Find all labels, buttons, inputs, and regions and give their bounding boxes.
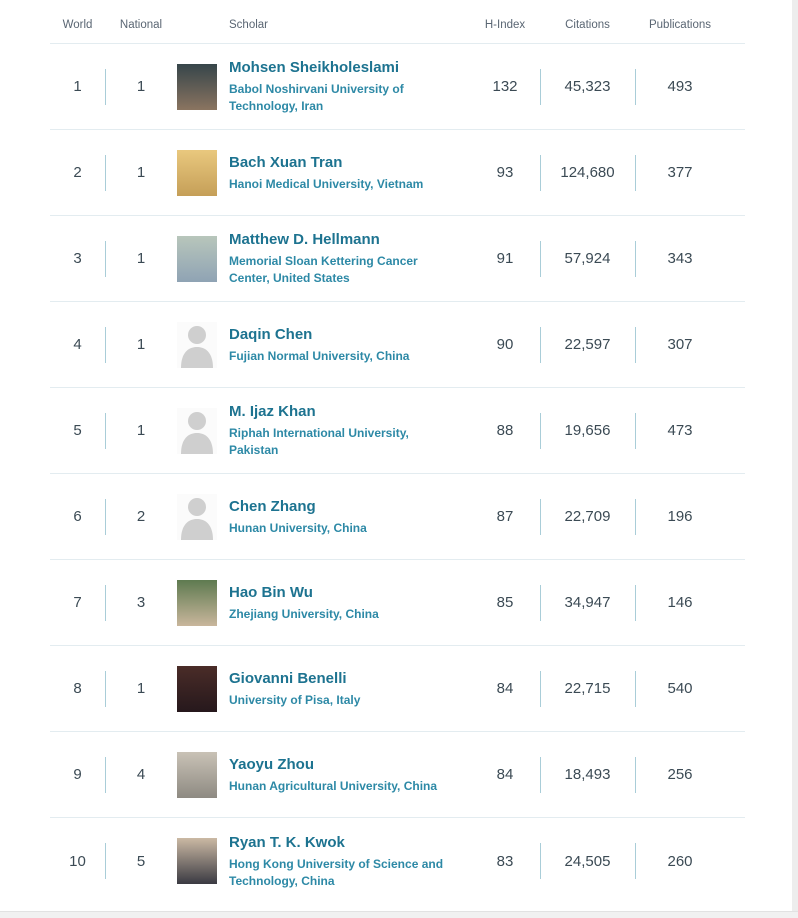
scholar-avatar bbox=[177, 838, 217, 884]
scholar-name-link[interactable]: Bach Xuan Tran bbox=[229, 153, 343, 171]
publications-value: 196 bbox=[635, 486, 725, 547]
world-rank: 5 bbox=[73, 422, 82, 439]
scholar-info bbox=[229, 583, 470, 623]
h-index-value: 88 bbox=[496, 422, 514, 439]
table-header-row bbox=[50, 0, 745, 44]
citations-value: 18,493 bbox=[540, 744, 635, 805]
national-rank: 3 bbox=[105, 572, 177, 633]
h-index-value: 84 bbox=[496, 680, 514, 697]
h-index-value: 132 bbox=[492, 78, 518, 95]
scholar-avatar bbox=[177, 150, 217, 196]
table-row bbox=[50, 130, 745, 216]
scholar-avatar bbox=[177, 322, 217, 368]
national-rank: 1 bbox=[105, 56, 177, 117]
scholar-affiliation: Fujian Normal University, China bbox=[229, 348, 410, 363]
person-icon bbox=[177, 322, 217, 368]
table-body bbox=[50, 44, 745, 904]
column-header-publications: Publications bbox=[648, 18, 711, 31]
scholar-info bbox=[229, 230, 470, 287]
publications-value: 260 bbox=[635, 830, 725, 892]
scholar-name-link[interactable]: M. Ijaz Khan bbox=[229, 403, 316, 420]
scholar-info bbox=[229, 833, 470, 890]
scholar-avatar bbox=[177, 64, 217, 110]
world-rank: 7 bbox=[73, 594, 82, 611]
scholar-name-link[interactable]: Yaoyu Zhou bbox=[229, 755, 315, 773]
world-rank: 6 bbox=[73, 508, 82, 525]
publications-value: 473 bbox=[635, 400, 725, 461]
scholar-affiliation: Hong Kong University of Science and Technology, China bbox=[229, 856, 444, 888]
h-index-value: 84 bbox=[496, 766, 514, 783]
national-rank: 1 bbox=[105, 314, 177, 375]
scholar-affiliation: Hunan University, China bbox=[229, 520, 367, 535]
national-rank: 1 bbox=[105, 400, 177, 461]
scholar-ranking-table bbox=[50, 0, 745, 904]
scholar-info bbox=[229, 58, 470, 115]
scholar-avatar bbox=[177, 494, 217, 540]
scholar-info bbox=[229, 325, 470, 365]
citations-value: 19,656 bbox=[540, 400, 635, 461]
world-rank: 1 bbox=[73, 78, 82, 95]
column-header-national: National bbox=[119, 18, 163, 31]
scholar-affiliation: Hunan Agricultural University, China bbox=[229, 778, 438, 793]
national-rank: 1 bbox=[105, 142, 177, 203]
scholar-info bbox=[229, 153, 470, 193]
scholar-avatar bbox=[177, 752, 217, 798]
column-header-h-index: H-Index bbox=[484, 18, 526, 31]
scholar-name-link[interactable]: Daqin Chen bbox=[229, 325, 313, 343]
scholar-affiliation: Riphah International University, Pakistan bbox=[229, 426, 409, 457]
scholar-info bbox=[229, 497, 470, 537]
h-index-value: 87 bbox=[496, 508, 514, 525]
scholar-affiliation: Zhejiang University, China bbox=[229, 606, 379, 621]
publications-value: 343 bbox=[635, 228, 725, 289]
citations-value: 22,715 bbox=[540, 658, 635, 719]
publications-value: 307 bbox=[635, 314, 725, 375]
world-rank: 4 bbox=[73, 336, 82, 353]
scholar-affiliation: Babol Noshirvani University of Technology, Iran bbox=[229, 82, 404, 113]
scholar-name-link[interactable]: Chen Zhang bbox=[229, 497, 316, 515]
publications-value: 493 bbox=[635, 56, 725, 117]
table-row bbox=[50, 732, 745, 818]
national-rank: 1 bbox=[105, 228, 177, 289]
scholar-name-link[interactable]: Hao Bin Wu bbox=[229, 583, 313, 601]
scholar-info bbox=[229, 755, 470, 795]
scholar-name-link[interactable]: Mohsen Sheikholeslami bbox=[229, 59, 400, 76]
publications-value: 146 bbox=[635, 572, 725, 633]
column-header-citations: Citations bbox=[565, 18, 610, 31]
table-row bbox=[50, 44, 745, 130]
scholar-name-link[interactable]: Ryan T. K. Kwok bbox=[229, 833, 345, 851]
table-row bbox=[50, 646, 745, 732]
h-index-value: 93 bbox=[496, 164, 514, 181]
scholar-info bbox=[229, 402, 470, 459]
citations-value: 24,505 bbox=[540, 830, 635, 892]
column-header-world: World bbox=[62, 18, 93, 31]
citations-value: 124,680 bbox=[540, 142, 635, 203]
person-icon bbox=[177, 408, 217, 454]
citations-value: 57,924 bbox=[540, 228, 635, 289]
page-right-edge bbox=[792, 0, 798, 918]
national-rank: 5 bbox=[105, 830, 177, 892]
world-rank: 9 bbox=[73, 766, 82, 783]
citations-value: 22,597 bbox=[540, 314, 635, 375]
h-index-value: 90 bbox=[496, 336, 514, 353]
citations-value: 45,323 bbox=[540, 56, 635, 117]
person-icon bbox=[177, 494, 217, 540]
scholar-avatar bbox=[177, 408, 217, 454]
scholar-avatar bbox=[177, 580, 217, 626]
world-rank: 10 bbox=[69, 852, 86, 870]
world-rank: 2 bbox=[73, 164, 82, 181]
scholar-avatar bbox=[177, 666, 217, 712]
table-row bbox=[50, 216, 745, 302]
national-rank: 4 bbox=[105, 744, 177, 805]
scholar-info bbox=[229, 669, 470, 709]
page-bottom-edge bbox=[0, 911, 798, 918]
scholar-name-link[interactable]: Matthew D. Hellmann bbox=[229, 231, 380, 248]
table-row bbox=[50, 388, 745, 474]
table-row bbox=[50, 474, 745, 560]
scholar-affiliation: Memorial Sloan Kettering Cancer Center, United States bbox=[229, 254, 418, 285]
scholar-affiliation: Hanoi Medical University, Vietnam bbox=[229, 176, 424, 191]
table-row bbox=[50, 818, 745, 904]
publications-value: 540 bbox=[635, 658, 725, 719]
column-header-scholar: Scholar bbox=[229, 18, 268, 31]
citations-value: 22,709 bbox=[540, 486, 635, 547]
h-index-value: 83 bbox=[496, 852, 514, 870]
world-rank: 3 bbox=[73, 250, 82, 267]
world-rank: 8 bbox=[73, 680, 82, 697]
publications-value: 377 bbox=[635, 142, 725, 203]
h-index-value: 91 bbox=[496, 250, 514, 267]
table-row bbox=[50, 302, 745, 388]
national-rank: 1 bbox=[105, 658, 177, 719]
publications-value: 256 bbox=[635, 744, 725, 805]
scholar-name-link[interactable]: Giovanni Benelli bbox=[229, 669, 347, 687]
h-index-value: 85 bbox=[496, 594, 514, 611]
citations-value: 34,947 bbox=[540, 572, 635, 633]
table-row bbox=[50, 560, 745, 646]
national-rank: 2 bbox=[105, 486, 177, 547]
scholar-affiliation: University of Pisa, Italy bbox=[229, 692, 361, 707]
scholar-avatar bbox=[177, 236, 217, 282]
